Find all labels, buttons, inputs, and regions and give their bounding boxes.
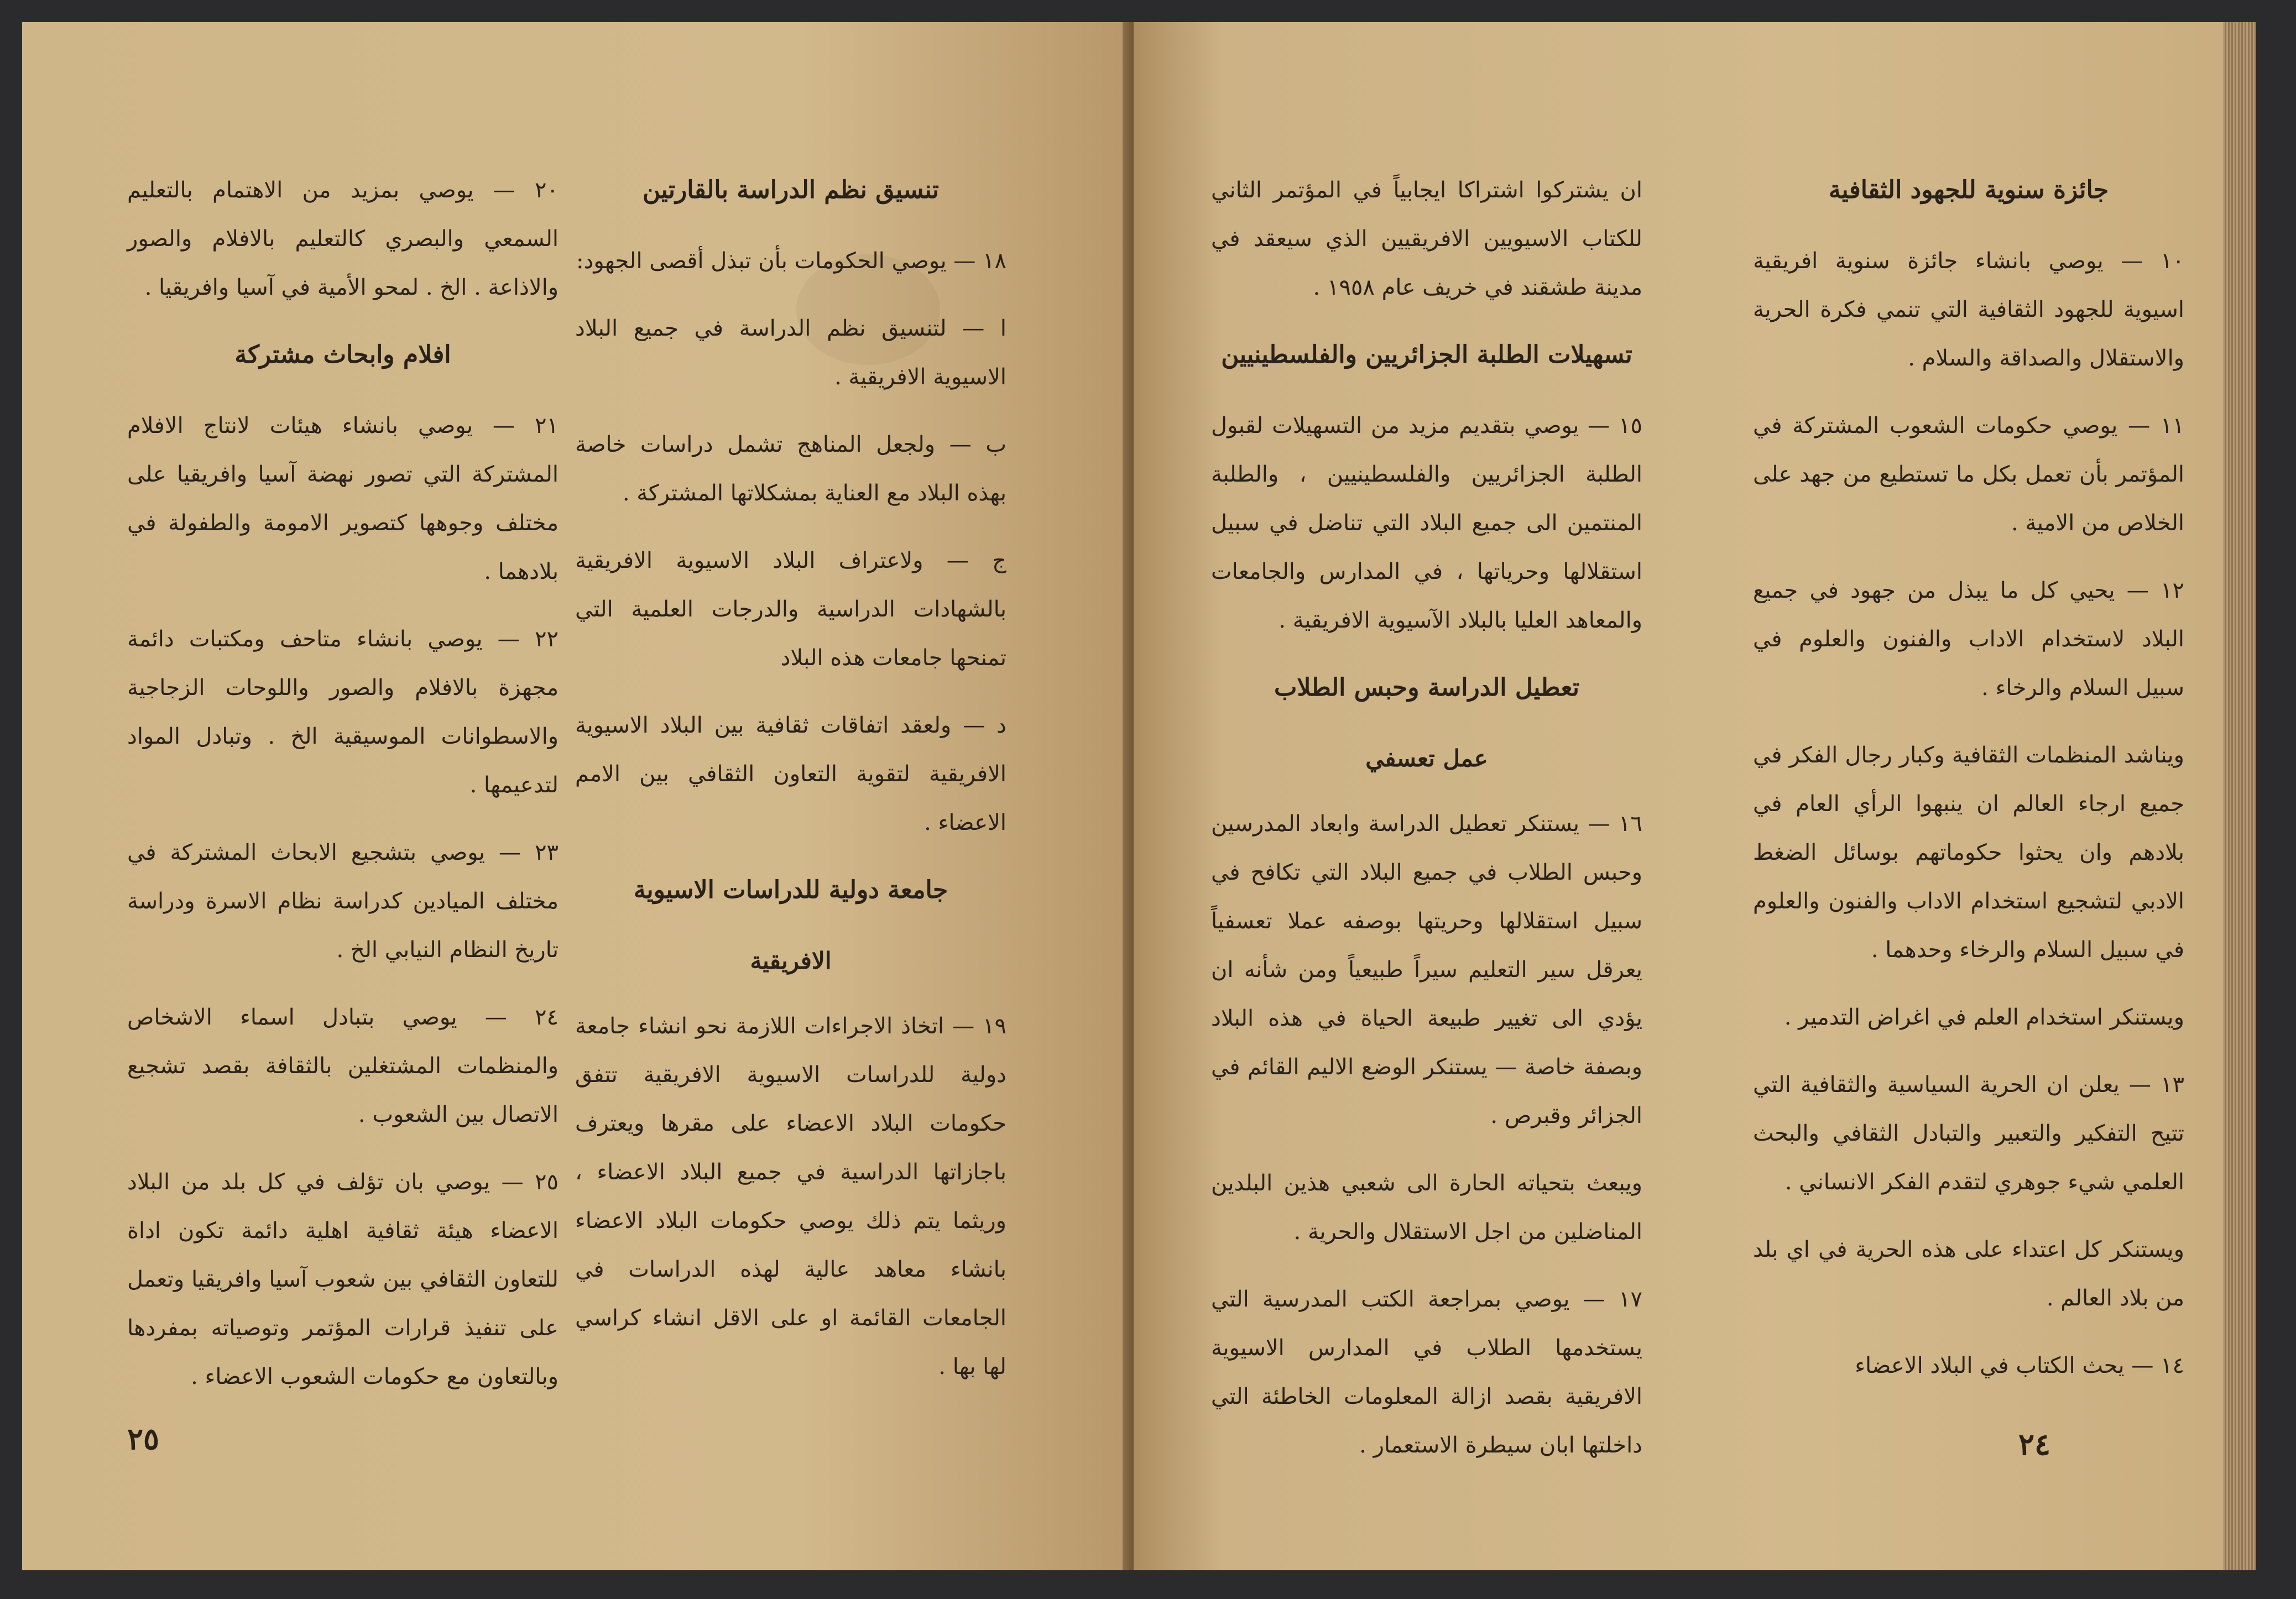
right-page-right-column xyxy=(1753,166,2184,1409)
paragraph: ويبعث بتحياته الحارة الى شعبي هذين البلدين المناضلين من اجل الاستقلال والحرية . xyxy=(1211,1170,1642,1245)
page-edges xyxy=(2223,22,2256,1570)
section-heading-annual-prize: جائزة سنوية للجهود الثقافية xyxy=(1828,176,2109,204)
paragraph: ٢٥ — يوصي بان تؤلف في كل بلد من البلاد الاعضاء هيئة ثقافية اهلية دائمة تكون اداة للتعاون الثقافي بين شعوب آسيا وافريقيا وتعمل على تنفيذ قرارات المؤتمر وتوصياته بمفردها وبالتعاون مع حكومات الشعوب الاعضاء . xyxy=(127,1169,559,1389)
right-page xyxy=(1134,22,2256,1570)
right-page-left-column xyxy=(1211,166,1642,1488)
paragraph: ١٤ — يحث الكتاب في البلاد الاعضاء xyxy=(1855,1353,2184,1378)
page-number-left: ٢٥ xyxy=(127,1421,160,1456)
paragraph: ويستنكر استخدام العلم في اغراض التدمير . xyxy=(1784,1005,2184,1030)
paragraph: ١٩ — اتخاذ الاجراءات اللازمة نحو انشاء جامعة دولية للدراسات الاسيوية الافريقية تتفق حكومات البلاد الاعضاء على مقرها ويعترف باجازاتها الدراسية في جميع البلاد الاعضاء ، وريثما يتم ذلك يوصي حكومات البلاد الاعضاء بانشاء معاهد عالية لهذه الدراسات في الجامعات القائمة او على الاقل انشاء كراسي لها بها . xyxy=(575,1013,1006,1379)
paragraph: ١٠ — يوصي بانشاء جائزة سنوية افريقية اسيوية للجهود الثقافية التي تنمي فكرة الحرية والاستقلال والصداقة والسلام . xyxy=(1753,248,2184,371)
paragraph: ١٥ — يوصي بتقديم مزيد من التسهيلات لقبول الطلبة الجزائريين والفلسطينيين ، والطلبة المنتمين الى جميع البلاد التي تناضل في سبيل استقلالها وحرياتها ، في المدارس والجامعات والمعاهد العليا بالبلاد الآسيوية الافريقية . xyxy=(1211,413,1642,633)
left-page xyxy=(22,22,1128,1570)
paragraph: ١١ — يوصي حكومات الشعوب المشتركة في المؤتمر بأن تعمل بكل ما تستطيع من جهد على الخلاص من الامية . xyxy=(1753,413,2184,536)
paragraph: ١٣ — يعلن ان الحرية السياسية والثقافية التي تتيح التفكير والتعبير والتبادل الثقافي والبحث العلمي شيء جوهري لتقدم الفكر الانساني . xyxy=(1753,1072,2184,1195)
left-page-left-column xyxy=(127,166,559,1420)
paragraph: ٢٢ — يوصي بانشاء متاحف ومكتبات دائمة مجهزة بالافلام والصور واللوحات الزجاجية والاسطوانات الموسيقية الخ . وتبادل المواد لتدعيمها . xyxy=(127,626,559,798)
section-subheading-university: الافريقية xyxy=(750,947,832,974)
section-heading-study-systems: تنسيق نظم الدراسة بالقارتين xyxy=(643,176,939,204)
paragraph: ويناشد المنظمات الثقافية وكبار رجال الفكر في جميع ارجاء العالم ان ينبهوا الرأي العام في بلادهم وان يحثوا حكوماتهم بوسائل الضغط الادبي لتشجيع استخدام الاداب والفنون والعلوم في سبيل السلام والرخاء وحدهما . xyxy=(1753,743,2184,963)
paragraph: ١٦ — يستنكر تعطيل الدراسة وابعاد المدرسين وحبس الطلاب في جميع البلاد التي تكافح في سبيل استقلالها وحريتها بوصفه عملا تعسفياً يعرقل سير التعليم سيراً طبيعياً ومن شأنه ان يؤدي الى تغيير طبيعة الحياة في هذه البلاد وبصفة خاصة — يستنكر الوضع الاليم القائم في الجزائر وقبرص . xyxy=(1211,811,1642,1128)
section-heading-university: جامعة دولية للدراسات الاسيوية xyxy=(633,876,948,904)
book-spread xyxy=(22,22,2256,1570)
paragraph: ١٧ — يوصي بمراجعة الكتب المدرسية التي يستخدمها الطلاب في المدارس الاسيوية الافريقية بقصد ازالة المعلومات الخاطئة التي داخلتها ابان سيطرة الاستعمار . xyxy=(1211,1287,1642,1458)
paragraph: ٢٤ — يوصي بتبادل اسماء الاشخاص والمنظمات المشتغلين بالثقافة بقصد تشجيع الاتصال بين الشعوب . xyxy=(127,1005,559,1127)
paragraph: ان يشتركوا اشتراكا ايجابياً في المؤتمر الثاني للكتاب الاسيويين الافريقيين الذي سيعقد في مدينة طشقند في خريف عام ١٩٥٨ . xyxy=(1211,177,1642,300)
paragraph: ١٢ — يحيي كل ما يبذل من جهود في جميع البلاد لاستخدام الاداب والفنون والعلوم في سبيل السلام والرخاء . xyxy=(1753,578,2184,701)
section-heading-students-facilities: تسهيلات الطلبة الجزائريين والفلسطينيين xyxy=(1221,341,1632,369)
paragraph: ٢١ — يوصي بانشاء هيئات لانتاج الافلام المشتركة التي تصور نهضة آسيا وافريقيا على مختلف وجوهها كتصوير الامومة والطفولة في بلادهما . xyxy=(127,413,559,584)
section-subheading-arbitrary-act: عمل تعسفي xyxy=(1365,745,1488,772)
section-heading-study-suspension: تعطيل الدراسة وحبس الطلاب xyxy=(1274,673,1579,702)
paragraph: ج — ولاعتراف البلاد الاسيوية الافريقية بالشهادات الدراسية والدرجات العلمية التي تمنحها جامعات هذه البلاد xyxy=(575,548,1006,671)
paragraph: ا — لتنسيق نظم الدراسة في جميع البلاد الاسيوية الافريقية . xyxy=(575,316,1006,390)
left-page-right-column xyxy=(575,166,1006,1410)
paragraph: ١٨ — يوصي الحكومات بأن تبذل أقصى الجهود: xyxy=(576,248,1006,274)
paragraph: ٢٠ — يوصي بمزيد من الاهتمام بالتعليم السمعي والبصري كالتعليم بالافلام والصور والاذاعة . الخ . لمحو الأمية في آسيا وافريقيا . xyxy=(127,177,559,300)
paragraph: ب — ولجعل المناهج تشمل دراسات خاصة بهذه البلاد مع العناية بمشكلاتها المشتركة . xyxy=(575,432,1006,506)
paragraph: د — ولعقد اتفاقات ثقافية بين البلاد الاسيوية الافريقية لتقوية التعاون الثقافي بين الامم الاعضاء . xyxy=(575,713,1006,835)
paragraph: ٢٣ — يوصي بتشجيع الابحاث المشتركة في مختلف الميادين كدراسة نظام الاسرة ودراسة تاريخ النظام النيابي الخ . xyxy=(127,840,559,963)
paragraph: ويستنكر كل اعتداء على هذه الحرية في اي بلد من بلاد العالم . xyxy=(1753,1237,2184,1311)
page-number-right: ٢٤ xyxy=(2018,1426,2051,1462)
section-heading-films-research: افلام وابحاث مشتركة xyxy=(234,341,451,369)
